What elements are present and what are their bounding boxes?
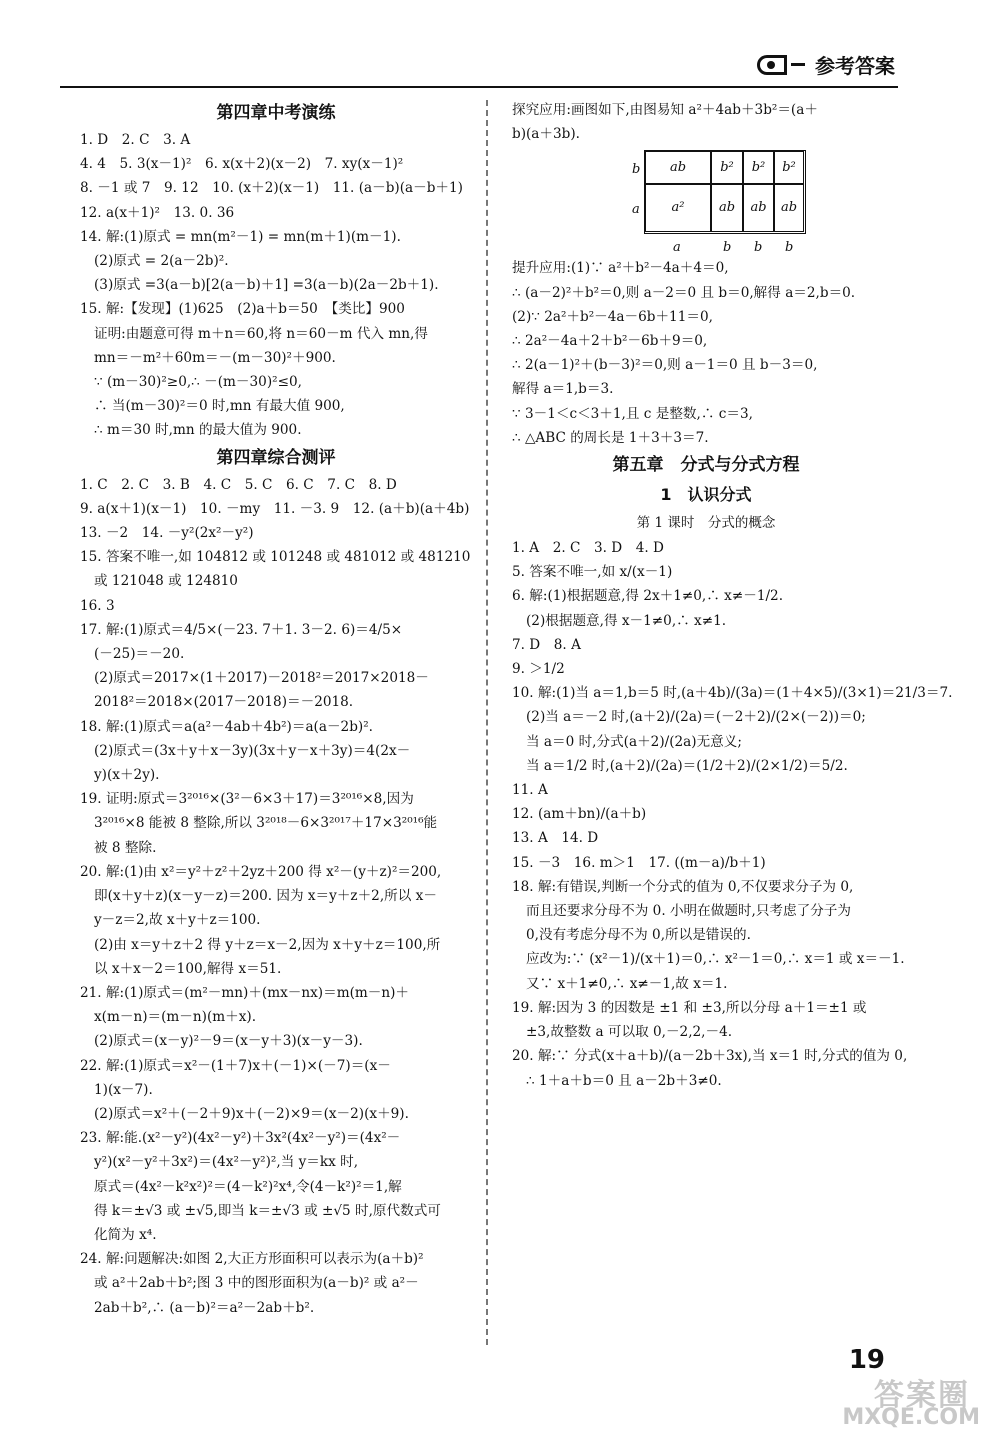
answer-line: 或 121048 或 124810 — [94, 573, 238, 590]
answer-line: ∴ 2a²－4a＋2＋b²－6b＋9＝0, — [512, 333, 708, 350]
answer-line: (2)∵ 2a²＋b²－4a－6b＋11＝0, — [512, 308, 713, 325]
answer-line: 1)(x－7). — [94, 1081, 153, 1098]
subsection-heading: 1 认识分式 — [660, 485, 752, 505]
page-header — [757, 50, 895, 79]
lesson-heading: 第 1 课时 分式的概念 — [636, 515, 776, 532]
answer-line: y－z＝2,故 x＋y＋z＝100. — [94, 912, 261, 929]
right-answers — [512, 256, 953, 1092]
answer-line: 应改为:∵ (x²－1)/(x＋1)＝0,∴ x²－1＝0,∴ x＝1 或 x＝－1. — [526, 951, 905, 968]
answer-line: ∴ m＝30 时,mn 的最大值为 900. — [94, 422, 302, 439]
watermark-url: MXQE.COM — [842, 1405, 980, 1430]
answer-line: 即(x＋y＋z)(x－y－z)＝200. 因为 x＝y＋z＋2,所以 x－ — [94, 888, 437, 905]
answer-line: 16. 3 — [80, 597, 115, 614]
answer-line: ∴ △ABC 的周长是 1＋3＋3＝7. — [512, 429, 709, 446]
answer-line: ∴ 2(a－1)²＋(b－3)²＝0,则 a－1＝0 且 b－3＝0, — [512, 357, 818, 374]
answer-line: 23. 解:能.(x²－y²)(4x²－y²)＋3x²(4x²－y²)＝(4x²－ — [80, 1130, 401, 1147]
answer-line: 又∵ x＋1≠0,∴ x≠－1,故 x＝1. — [526, 975, 728, 992]
answer-line: 11. A — [512, 782, 548, 799]
answer-line: 9. a(x＋1)(x－1) 10. －my 11. －3. 9 12. (a＋b)(a＋4b) — [80, 500, 470, 517]
answer-line: 1. C 2. C 3. B 4. C 5. C 6. C 7. C 8. D — [80, 476, 397, 493]
answer-line: 以 x＋x－2＝100,解得 x＝51. — [94, 960, 282, 977]
answer-line: ∴ 当(m－30)²＝0 时,mn 有最大值 900, — [94, 398, 345, 415]
answer-line: 提升应用:(1)∵ a²＋b²－4a＋4＝0, — [512, 260, 729, 277]
answer-line: 解得 a＝1,b＝3. — [512, 381, 614, 398]
answer-line: mn＝－m²＋60m＝－(m－30)²＋900. — [94, 349, 336, 366]
answer-line: 5. 答案不唯一,如 x/(x－1) — [512, 564, 673, 581]
header-rule — [60, 86, 898, 88]
answer-line: 19. 解:因为 3 的因数是 ±1 和 ±3,所以分母 a＋1＝±1 或 — [512, 999, 867, 1016]
row-label-a: a — [632, 202, 640, 218]
answer-line: 14. 解:(1)原式 = mn(m²－1) = mn(m＋1)(m－1). — [80, 228, 401, 245]
answer-line: (2)原式＝2017×(1＋2017)－2018²＝2017×2018－ — [94, 670, 429, 687]
answer-line: 18. 解:(1)原式＝a(a²－4ab＋4b²)＝a(a－2b)². — [80, 718, 373, 735]
brand-logo-icon — [757, 55, 787, 75]
table-cell: ab — [743, 184, 774, 232]
logo-dash — [791, 63, 805, 66]
answer-line: (2)当 a＝－2 时,(a＋2)/(2a)＝(－2＋2)/(2×(－2))＝0; — [526, 709, 866, 726]
section-heading: 第五章 分式与分式方程 — [612, 455, 800, 476]
answer-line: 2018²＝2018×(2017－2018)＝－2018. — [94, 694, 354, 711]
answer-line: (2)原式＝(3x＋y＋x－3y)(3x＋y－x＋3y)＝4(2x－ — [94, 742, 411, 759]
section-heading: 第四章综合测评 — [216, 447, 336, 468]
col-label-b: b — [723, 240, 732, 256]
answer-line: 20. 解:(1)由 x²＝y²＋z²＋2yz＋200 得 x²－(y＋z)²＝200, — [80, 863, 442, 880]
answer-line: 19. 证明:原式＝3²⁰¹⁶×(3²－6×3＋17)＝3²⁰¹⁶×8,因为 — [80, 791, 414, 808]
answer-line: 8. －1 或 7 9. 12 10. (x＋2)(x－1) 11. (a－b)(a－b＋1) — [80, 180, 463, 197]
answer-line: 6. 解:(1)根据题意,得 2x＋1≠0,∴ x≠－1/2. — [512, 588, 784, 605]
answer-line: ∴ 1＋a＋b＝0 且 a－2b＋3≠0. — [526, 1072, 722, 1089]
answer-line: ∴ (a－2)²＋b²＝0,则 a－2＝0 且 b＝0,解得 a＝2,b＝0. — [512, 284, 856, 301]
answer-line: 得 k＝±√3 或 ±√5,即当 k＝±√3 或 ±√5 时,原代数式可 — [94, 1202, 441, 1219]
area-grid — [644, 150, 806, 234]
section-heading: 第四章中考演练 — [216, 103, 336, 123]
answer-line: 22. 解:(1)原式＝x²－(1＋7)x＋(－1)×(－7)＝(x－ — [80, 1057, 391, 1074]
answer-line: (2)根据题意,得 x－1≠0,∴ x≠1. — [526, 612, 727, 629]
answer-line: 10. 解:(1)当 a＝1,b＝5 时,(a＋4b)/(3a)＝(1＋4×5)/(3×1)＝21/3＝7. — [512, 685, 953, 702]
answer-line: (2)原式＝x²＋(－2＋9)x＋(－2)×9＝(x－2)(x＋9). — [94, 1105, 409, 1122]
answer-line: 探究应用:画图如下,由图易知 a²＋4ab＋3b²＝(a＋ — [512, 102, 818, 118]
answer-line: b)(a＋3b). — [512, 126, 580, 143]
answer-line: 20. 解:∵ 分式(x＋a＋b)/(a－2b＋3x),当 x＝1 时,分式的值为 0, — [512, 1048, 908, 1065]
answer-line: 原式＝(4x²－k²x²)²＝(4－k²)²x⁴,令(4－k²)²＝1,解 — [94, 1178, 402, 1195]
table-cell: a² — [645, 184, 711, 232]
answer-line: 1. D 2. C 3. A — [80, 132, 191, 148]
answer-line: ∵ (m－30)²≥0,∴ －(m－30)²≤0, — [94, 374, 302, 391]
table-cell: ab — [711, 184, 743, 232]
answer-line: 化简为 x⁴. — [94, 1226, 157, 1243]
page-number: 19 — [848, 1345, 885, 1375]
watermark-logo: 答案圈 — [874, 1378, 970, 1413]
col-label-b: b — [754, 240, 763, 256]
answer-line: 被 8 整除. — [94, 839, 157, 856]
table-cell: b² — [711, 151, 743, 184]
table-cell: ab — [774, 184, 804, 232]
answer-line: 15. －3 16. m＞1 17. ((m－a)/b＋1) — [512, 854, 766, 871]
answer-line: (2)原式＝(x－y)²－9＝(x－y＋3)(x－y－3). — [94, 1033, 363, 1050]
col-label-a: a — [673, 240, 681, 256]
answer-line: 0,没有考虑分母不为 0,所以是错误的. — [526, 927, 751, 944]
table-cell: ab — [645, 151, 711, 184]
right-top-block — [512, 98, 900, 146]
table-cell: b² — [743, 151, 774, 184]
answer-line: 3²⁰¹⁶×8 能被 8 整除,所以 3²⁰¹⁸－6×3²⁰¹⁷＋17×3²⁰¹⁶能 — [94, 815, 438, 832]
answer-line: 15. 答案不唯一,如 104812 或 101248 或 481012 或 481210 — [80, 549, 471, 566]
answer-line: 7. D 8. A — [512, 636, 581, 653]
header-title: 参考答案 — [815, 54, 895, 78]
answer-line: 17. 解:(1)原式＝4/5×(－23. 7＋1. 3－2. 6)＝4/5× — [80, 621, 403, 638]
answer-line: 当 a＝0 时,分式(a＋2)/(2a)无意义; — [526, 733, 742, 750]
answer-line: (2)由 x＝y＋z＋2 得 y＋z＝x－2,因为 x＋y＋z＝100,所 — [94, 936, 441, 953]
answer-line: 15. 解:【发现】(1)625 (2)a＋b＝50 【类比】900 — [80, 301, 405, 318]
left-column — [80, 98, 472, 1320]
answer-line: 21. 解:(1)原式＝(m²－mn)＋(mx－nx)＝m(m－n)＋ — [80, 984, 410, 1001]
answer-line: y²)(x²－y²＋3x²)＝(4x²－y²)²,当 y＝kx 时, — [94, 1154, 359, 1171]
answer-line: x(m－n)＝(m－n)(m＋x). — [94, 1009, 257, 1026]
answer-line: 18. 解:有错误,判断一个分式的值为 0,不仅要求分子为 0, — [512, 878, 854, 895]
answer-line: ∵ 3－1＜c＜3＋1,且 c 是整数,∴ c＝3, — [512, 405, 753, 422]
answer-line: 当 a＝1/2 时,(a＋2)/(2a)＝(1/2＋2)/(2×1/2)＝5/2. — [526, 757, 848, 774]
answer-line: y)(x＋2y). — [94, 767, 160, 784]
answer-line: (－25)＝－20. — [94, 646, 185, 663]
row-label-b: b — [632, 162, 641, 178]
answer-line: (2)原式 = 2(a－2b)². — [94, 253, 229, 270]
answer-line: 13. －2 14. －y²(2x²－y²) — [80, 525, 254, 542]
answer-line: 2ab＋b²,∴ (a－b)²＝a²－2ab＋b². — [94, 1299, 315, 1316]
answer-line: ±3,故整数 a 可以取 0,－2,2,－4. — [526, 1024, 733, 1041]
answer-line: 而且还要求分母不为 0. 小明在做题时,只考虑了分子为 — [526, 903, 851, 920]
right-column — [512, 98, 953, 1093]
answer-line: 9. ＞1/2 — [512, 661, 565, 678]
answer-line: 1. A 2. C 3. D 4. D — [512, 540, 664, 557]
answer-line: 或 a²＋2ab＋b²;图 3 中的图形面积为(a－b)² 或 a²－ — [94, 1275, 419, 1292]
area-model-table — [632, 150, 812, 254]
col-label-b: b — [785, 240, 794, 256]
answer-line: 13. A 14. D — [512, 830, 599, 847]
answer-line: 证明:由题意可得 m＋n＝60,将 n＝60－m 代入 mn,得 — [94, 325, 428, 342]
answer-line: 12. a(x＋1)² 13. 0. 36 — [80, 204, 235, 221]
answer-line: 24. 解:问题解决:如图 2,大正方形面积可以表示为(a＋b)² — [80, 1251, 424, 1268]
answer-line: (3)原式 =3(a－b)[2(a－b)＋1] =3(a－b)(2a－2b＋1). — [94, 277, 439, 294]
table-cell: b² — [774, 151, 804, 184]
column-divider — [486, 100, 488, 1345]
answer-line: 12. (am＋bn)/(a＋b) — [512, 806, 647, 823]
answer-line: 4. 4 5. 3(x－1)² 6. x(x＋2)(x－2) 7. xy(x－1)² — [80, 156, 404, 173]
